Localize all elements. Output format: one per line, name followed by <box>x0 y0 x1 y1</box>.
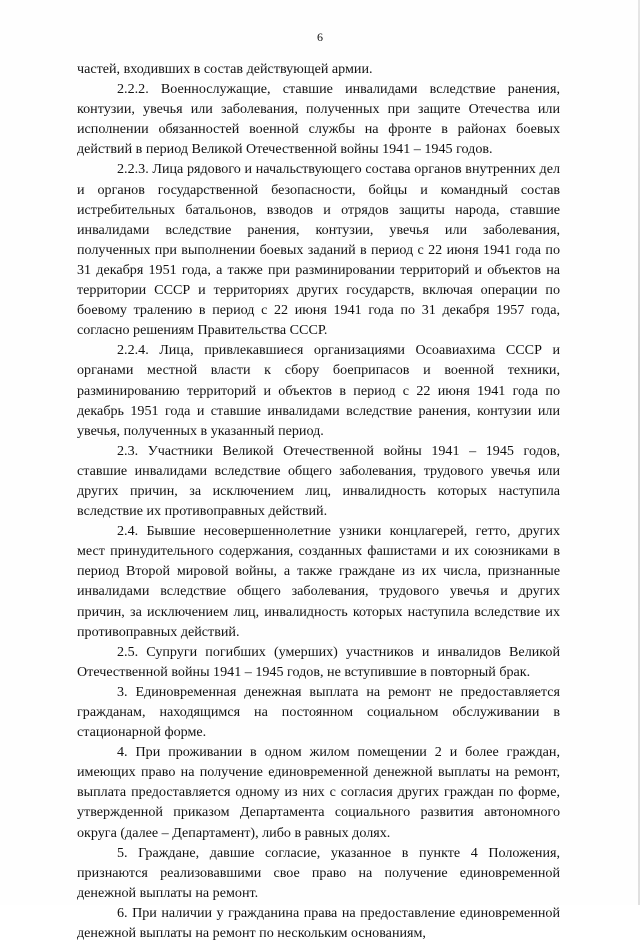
paragraph-6: 6. При наличии у гражданина права на предоставление единовременной денежной выплаты на ремонт по нескольким основаниям, <box>77 904 560 942</box>
paragraph-4: 4. При проживании в одном жилом помещении 2 и более граждан, имеющих право на получение единовременной денежной выплаты на ремонт, выплата предоставляется одному из них с согласия других граждан по форме, утвержденной приказом Департамента социального развития автономного округа (далее – Департамент), либо в равных долях. <box>77 744 560 841</box>
paragraph-2-3: 2.3. Участники Великой Отечественной войны 1941 – 1945 годов, ставшие инвалидами вследствие общего заболевания, трудового увечья или других причин, за исключением лиц, инвалидность которых наступила вследствие их противоправных действий. <box>77 442 560 520</box>
paragraph-2-5: 2.5. Супруги погибших (умерших) участников и инвалидов Великой Отечественной войны 1941 – 1945 годов, не вступившие в повторный брак. <box>77 643 560 680</box>
paragraph-3: 3. Единовременная денежная выплата на ремонт не предоставляется гражданам, находящимся на постоянном социальном обслуживании в стационарной форме. <box>77 683 560 741</box>
paragraph-2-2-2: 2.2.2. Военнослужащие, ставшие инвалидами вследствие ранения, контузии, увечья или заболевания, полученных при защите Отечества или исполнении обязанностей военной службы на фронте в районах боевых действий в период Великой Отечественной войны 1941 – 1945 годов. <box>77 81 560 158</box>
document-body <box>77 59 560 943</box>
page-number: 6 <box>317 30 323 44</box>
paragraph-2-2-3: 2.2.3. Лица рядового и начальствующего состава органов внутренних дел и органов государственной безопасности, бойцы и командный состав истребительных батальонов, взводов и отрядов защиты народа, ставшие инвалидами вследствие ранения, контузии, увечья или заболевания, полученных при выполнении боевых заданий в период с 22 июня 1941 года по 31 декабря 1951 года, а также при разминировании территорий и объектов на территории СССР и территориях других государств, включая операции по боевому тралению в период с 22 июня 1941 года по 31 декабря 1957 года, согласно решениям Правительства СССР. <box>77 161 560 339</box>
paragraph-2-2-4: 2.2.4. Лица, привлекавшиеся организациями Осоавиахима СССР и органами местной власти к сбору боеприпасов и военной техники, разминированию территорий и объектов в период с 22 июня 1941 года по декабрь 1951 года и ставшие инвалидами вследствие ранения, контузии или увечья, полученных в указанный период. <box>77 342 560 439</box>
paragraph-2-4: 2.4. Бывшие несовершеннолетние узники концлагерей, гетто, других мест принудительного содержания, созданных фашистами и их союзниками в период Второй мировой войны, а также граждане из их числа, признанные инвалидами вследствие общего заболевания, трудового увечья и других причин, за исключением лиц, инвалидность которых наступила вследствие их противоправных действий. <box>77 523 560 640</box>
paragraph-continuation: частей, входивших в состав действующей армии. <box>77 61 373 77</box>
paragraph-5: 5. Граждане, давшие согласие, указанное в пункте 4 Положения, признаются реализовавшими свое право на получение единовременной денежной выплаты на ремонт. <box>77 844 560 901</box>
